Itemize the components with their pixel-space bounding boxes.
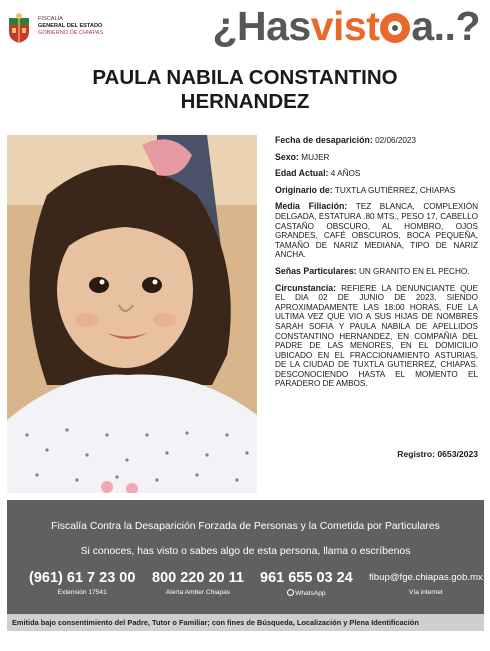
fecha-label: Fecha de desaparición:: [275, 135, 373, 145]
circ-value: REFIERE LA DENUNCIANTE QUE EL DIA 02 DE JUNIO DE 2023, SIENDO APROXIMADAMENTE LAS 18:00 HORAS, FUE LA ULTIMA VEZ QUE VIO A SUS HIJAS DE NOMBRES SARAH SOFIA Y PAULA NABILA DE APELLIDOS CONSTANTINO HERNANDEZ, EN COMPAÑIA DEL PADRE DE LAS MENORES, EN EL DOMICILIO UBICADO EN EL FRACCIONAMIENTO ASTURIAS, DE LA CIUDAD DE TUXTLA GUTIERREZ, CHIAPAS. DESCONOCIENDO HASTA EL MOMENTO EL PARADERO DE AMBOS.: [275, 283, 479, 389]
fiscalia-logo-text: [38, 16, 103, 37]
senas-label: Señas Particulares:: [275, 265, 357, 276]
sexo-label: Sexo:: [275, 151, 299, 162]
registro-label: Registro:: [397, 449, 435, 459]
call-to-action: Si conoces, has visto o sabes algo de esta persona, llama o escríbenos: [80, 546, 411, 557]
contact-email[interactable]: [369, 570, 483, 596]
org-line-2: GENERAL DEL ESTADO: [38, 23, 103, 29]
registro-value: 0653/2023: [437, 449, 478, 459]
phone-number[interactable]: (961) 61 7 23 00: [29, 570, 136, 586]
header: [0, 0, 490, 62]
has-visto-logo: [212, 2, 480, 50]
whatsapp-sub-label: WhatsApp: [295, 590, 326, 597]
media-value: TEZ BLANCA, COMPLEXIÓN DELGADA, ESTATURA .80 MTS., PESO 17, CABELLO CASTAÑO OBSCURO, AL HOMBRO, OJOS GRANDES, CAFÉ OBSCUROS, BOCA PEQUEÑA, TAMAÑO DE NARIZ MEDIANA, TIPO DE NARIZ ANCHA.: [275, 202, 478, 260]
whatsapp-icon: [287, 589, 294, 596]
detail-circunstancia: [275, 284, 478, 390]
whatsapp-sub: [260, 589, 353, 597]
org-line-3: GOBIERNO DE CHIAPAS: [38, 30, 104, 36]
eye-o-icon: [380, 13, 410, 43]
detail-senas: [275, 267, 478, 277]
registro: [275, 449, 478, 459]
amber-sub: Alerta Amber Chiapas: [165, 589, 231, 596]
detail-edad: [275, 169, 478, 179]
originario-value: TUXTLA GUTIÉRREZ, CHIAPAS: [334, 185, 456, 195]
org-line-1: FISCALÍA: [38, 16, 63, 22]
name-line-2: HERNANDEZ: [180, 90, 310, 113]
detail-fecha: [275, 136, 478, 146]
media-label: Media Filiación:: [275, 201, 348, 212]
edad-label: Edad Actual:: [275, 168, 329, 179]
contact-amber-alert[interactable]: [152, 570, 244, 596]
missing-person-photo: [7, 135, 257, 493]
sexo-value: MUJER: [301, 152, 330, 162]
fecha-value: 02/06/2023: [375, 136, 417, 145]
name-line-1: PAULA NABILA CONSTANTINO: [92, 66, 398, 89]
edad-value: 4 AÑOS: [330, 169, 361, 179]
fiscalia-unit-name: Fiscalía Contra la Desaparición Forzada de Personas y la Cometida por Particulares: [51, 521, 440, 532]
child-portrait-image: [7, 135, 257, 493]
circ-label: Circunstancia:: [275, 282, 337, 293]
brand-pre: ¿Has: [212, 3, 311, 49]
consent-notice: Emitida bajo consentimiento del Padre, Tutor o Familiar; con fines de Búsqueda, Localización y Plena Identificación: [7, 614, 484, 631]
whatsapp-number[interactable]: 961 655 03 24: [260, 570, 353, 586]
originario-label: Originario de:: [275, 184, 333, 195]
detail-sexo: [275, 153, 478, 163]
missing-person-name: [0, 66, 490, 114]
email-sub: Vía internet: [409, 589, 443, 596]
detail-media-filiacion: [275, 202, 478, 260]
contact-whatsapp[interactable]: [260, 570, 353, 597]
state-seal-icon: [6, 12, 32, 44]
contact-footer: [7, 500, 484, 630]
brand-post: a..?: [411, 3, 480, 49]
senas-value: UN GRANITO EN EL PECHO.: [358, 266, 470, 276]
person-details: [275, 136, 478, 396]
contact-phone-extension[interactable]: [29, 570, 135, 596]
phone-sub: Extensión 17541: [57, 589, 107, 596]
brand-accent: vist: [310, 3, 380, 49]
detail-originario: [275, 186, 478, 196]
email-address[interactable]: fibup@fge.chiapas.gob.mx: [369, 572, 483, 583]
amber-number[interactable]: 800 220 20 11: [152, 570, 244, 586]
